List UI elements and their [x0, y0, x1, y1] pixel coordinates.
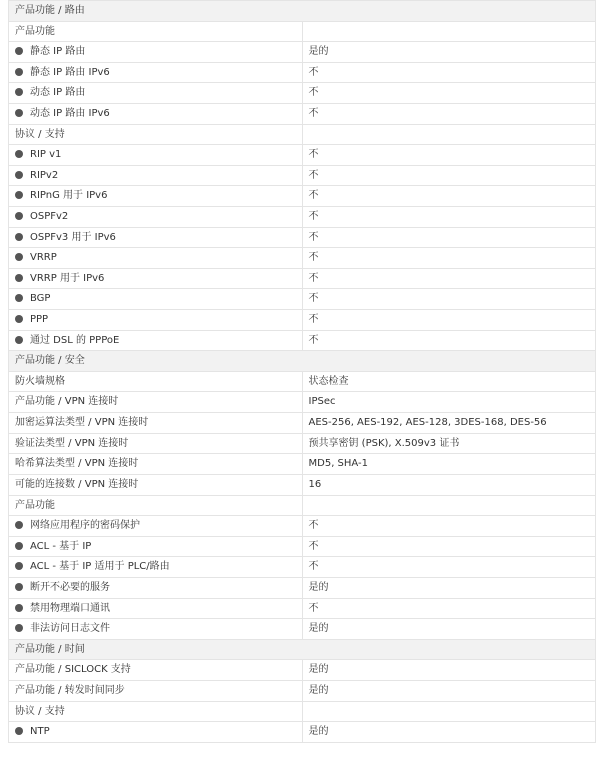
bullet-icon: [15, 315, 23, 323]
spec-row: [9, 536, 596, 557]
subgroup-row: [9, 21, 596, 42]
spec-row: [9, 681, 596, 702]
spec-label: VRRP: [30, 252, 57, 264]
spec-value: 不: [302, 289, 596, 310]
spec-value: 不: [302, 268, 596, 289]
spec-label: 验证法类型 / VPN 连接时: [15, 437, 129, 449]
spec-row: [9, 516, 596, 537]
spec-label-cell: [9, 495, 303, 516]
spec-row: [9, 268, 596, 289]
spec-label-cell: [9, 206, 303, 227]
spec-label: 防火墙规格: [15, 375, 65, 387]
spec-label-cell: [9, 619, 303, 640]
spec-label-cell: [9, 309, 303, 330]
spec-label: 产品功能: [15, 499, 55, 511]
bullet-icon: [15, 47, 23, 55]
spec-value: 不: [302, 330, 596, 351]
spec-label-cell: [9, 165, 303, 186]
spec-value: [302, 21, 596, 42]
spec-value: 是的: [302, 619, 596, 640]
spec-label: RIP v1: [30, 149, 62, 161]
spec-value: [302, 495, 596, 516]
spec-label: 断开不必要的服务: [30, 582, 110, 594]
spec-label-cell: [9, 186, 303, 207]
spec-row: [9, 619, 596, 640]
spec-value: 不: [302, 103, 596, 124]
subgroup-row: [9, 495, 596, 516]
section-header-row: [9, 1, 596, 22]
spec-value: [302, 124, 596, 145]
spec-label-cell: [9, 248, 303, 269]
spec-row: [9, 722, 596, 743]
spec-row: [9, 227, 596, 248]
spec-value: 不: [302, 227, 596, 248]
spec-row: [9, 145, 596, 166]
spec-row: [9, 103, 596, 124]
spec-row: [9, 186, 596, 207]
spec-label-cell: [9, 227, 303, 248]
spec-label-cell: [9, 681, 303, 702]
spec-row: [9, 392, 596, 413]
section-header-row: [9, 351, 596, 372]
spec-label-cell: [9, 392, 303, 413]
spec-label: 加密运算法类型 / VPN 连接时: [15, 416, 149, 428]
spec-label: RIPv2: [30, 169, 59, 181]
bullet-icon: [15, 274, 23, 282]
spec-label: 通过 DSL 的 PPPoE: [30, 334, 120, 346]
spec-label: NTP: [30, 726, 50, 738]
spec-value: MD5, SHA-1: [302, 454, 596, 475]
spec-label: 哈希算法类型 / VPN 连接时: [15, 458, 139, 470]
spec-value: 不: [302, 206, 596, 227]
spec-row: [9, 578, 596, 599]
spec-label-cell: [9, 268, 303, 289]
spec-label: 产品功能 / 转发时间同步: [15, 685, 125, 696]
spec-value: 不: [302, 165, 596, 186]
bullet-icon: [15, 294, 23, 302]
spec-label-cell: [9, 722, 303, 743]
spec-row: [9, 165, 596, 186]
bullet-icon: [15, 336, 23, 344]
spec-label-cell: [9, 578, 303, 599]
spec-label-cell: [9, 475, 303, 496]
bullet-icon: [15, 253, 23, 261]
spec-row: [9, 330, 596, 351]
spec-row: [9, 475, 596, 496]
spec-value: 是的: [302, 42, 596, 63]
spec-label-cell: [9, 598, 303, 619]
spec-value: 不: [302, 557, 596, 578]
spec-row: [9, 371, 596, 392]
spec-label: 动态 IP 路由: [30, 87, 86, 99]
spec-value: 不: [302, 598, 596, 619]
bullet-icon: [15, 562, 23, 570]
spec-value: 不: [302, 516, 596, 537]
spec-label: OSPFv2: [30, 210, 69, 222]
bullet-icon: [15, 191, 23, 199]
spec-label-cell: [9, 42, 303, 63]
spec-row: [9, 206, 596, 227]
spec-value: 不: [302, 536, 596, 557]
bullet-icon: [15, 727, 23, 735]
spec-value: 是的: [302, 578, 596, 599]
spec-row: [9, 598, 596, 619]
section-title: 产品功能 / 时间: [9, 639, 596, 660]
spec-label-cell: [9, 660, 303, 681]
spec-label-cell: [9, 536, 303, 557]
spec-label-cell: [9, 412, 303, 433]
spec-value: AES-256, AES-192, AES-128, 3DES-168, DES-56: [302, 412, 596, 433]
spec-value: 是的: [302, 722, 596, 743]
spec-label-cell: [9, 289, 303, 310]
spec-value: 是的: [302, 681, 596, 702]
section-title: 产品功能 / 安全: [9, 351, 596, 372]
spec-row: [9, 412, 596, 433]
spec-label-cell: [9, 557, 303, 578]
spec-label: 非法访问日志文件: [30, 623, 110, 635]
spec-label: 静态 IP 路由 IPv6: [30, 66, 110, 78]
spec-label: ACL - 基于 IP 适用于 PLC/路由: [30, 561, 170, 573]
bullet-icon: [15, 233, 23, 241]
spec-label-cell: [9, 371, 303, 392]
spec-value: 是的: [302, 660, 596, 681]
spec-label: 产品功能: [15, 25, 55, 37]
spec-value: 16: [302, 475, 596, 496]
spec-table: [8, 0, 596, 743]
spec-label-cell: [9, 516, 303, 537]
spec-label: 网络应用程序的密码保护: [30, 520, 140, 532]
spec-label: 禁用物理端口通讯: [30, 602, 110, 614]
spec-label: BGP: [30, 293, 51, 305]
bullet-icon: [15, 542, 23, 550]
bullet-icon: [15, 583, 23, 591]
spec-row: [9, 248, 596, 269]
spec-label: 协议 / 支持: [15, 705, 65, 717]
spec-value: [302, 701, 596, 722]
spec-label-cell: [9, 124, 303, 145]
spec-value: 状态检查: [302, 371, 596, 392]
spec-label-cell: [9, 433, 303, 454]
spec-label-cell: [9, 701, 303, 722]
bullet-icon: [15, 171, 23, 179]
spec-label: 产品功能 / VPN 连接时: [15, 396, 119, 408]
spec-label: 静态 IP 路由: [30, 46, 86, 58]
spec-value: IPSec: [302, 392, 596, 413]
spec-value: 不: [302, 145, 596, 166]
spec-row: [9, 289, 596, 310]
bullet-icon: [15, 604, 23, 612]
spec-label-cell: [9, 454, 303, 475]
spec-row: [9, 454, 596, 475]
spec-row: [9, 433, 596, 454]
spec-row: [9, 83, 596, 104]
spec-label-cell: [9, 145, 303, 166]
bullet-icon: [15, 521, 23, 529]
bullet-icon: [15, 150, 23, 158]
spec-row: [9, 309, 596, 330]
section-title: 产品功能 / 路由: [9, 1, 596, 22]
spec-label-cell: [9, 21, 303, 42]
spec-row: [9, 660, 596, 681]
bullet-icon: [15, 88, 23, 96]
spec-value: 不: [302, 83, 596, 104]
spec-table-body: [9, 1, 596, 743]
spec-label: PPP: [30, 313, 49, 325]
subgroup-row: [9, 701, 596, 722]
spec-value: 不: [302, 62, 596, 83]
section-header-row: [9, 639, 596, 660]
subgroup-row: [9, 124, 596, 145]
spec-label: ACL - 基于 IP: [30, 540, 92, 552]
spec-value: 预共享密钥 (PSK), X.509v3 证书: [302, 433, 596, 454]
spec-label: 产品功能 / SICLOCK 支持: [15, 664, 131, 676]
spec-row: [9, 557, 596, 578]
bullet-icon: [15, 624, 23, 632]
bullet-icon: [15, 68, 23, 76]
bullet-icon: [15, 212, 23, 220]
spec-label: 动态 IP 路由 IPv6: [30, 107, 110, 119]
spec-label: VRRP 用于 IPv6: [30, 272, 105, 284]
spec-label: OSPFv3 用于 IPv6: [30, 231, 116, 243]
spec-label: 可能的连接数 / VPN 连接时: [15, 479, 139, 491]
spec-row: [9, 62, 596, 83]
spec-label-cell: [9, 62, 303, 83]
spec-value: 不: [302, 248, 596, 269]
spec-value: 不: [302, 186, 596, 207]
spec-row: [9, 42, 596, 63]
spec-label: 协议 / 支持: [15, 128, 65, 140]
spec-label-cell: [9, 103, 303, 124]
spec-label: RIPnG 用于 IPv6: [30, 190, 108, 202]
bullet-icon: [15, 109, 23, 117]
spec-label-cell: [9, 330, 303, 351]
spec-label-cell: [9, 83, 303, 104]
spec-value: 不: [302, 309, 596, 330]
